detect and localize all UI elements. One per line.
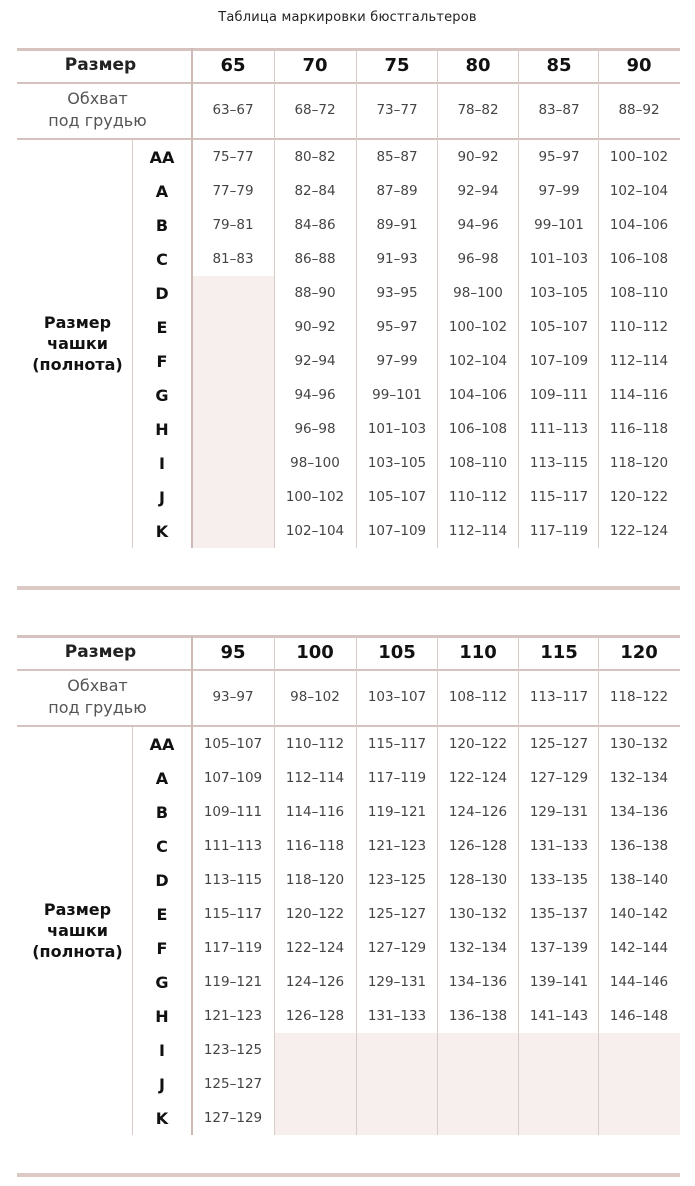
cup-letter: H bbox=[155, 420, 169, 439]
table-cell: 138–140 bbox=[609, 872, 669, 888]
underbust-label bbox=[17, 675, 178, 719]
table-cell: 99–101 bbox=[534, 217, 584, 233]
table-cell: 120–122 bbox=[285, 906, 345, 922]
size-header-label: Размер bbox=[64, 642, 137, 662]
cup-letter: AA bbox=[149, 148, 175, 167]
table-cell: 94–96 bbox=[294, 387, 336, 403]
table-cell: 90–92 bbox=[457, 149, 499, 165]
table-cell: 94–96 bbox=[457, 217, 499, 233]
table-cell: 111–113 bbox=[203, 838, 263, 854]
band-size: 65 bbox=[220, 55, 246, 76]
table-cell: 106–108 bbox=[448, 421, 508, 437]
empty-cell bbox=[192, 412, 274, 446]
empty-cell bbox=[437, 1033, 519, 1067]
band-size: 90 bbox=[626, 55, 652, 76]
underbust-range: 113–117 bbox=[529, 689, 589, 705]
table-cell: 120–122 bbox=[448, 736, 508, 752]
table-cell: 139–141 bbox=[529, 974, 589, 990]
table-divider bbox=[17, 1173, 680, 1177]
cup-letter: I bbox=[159, 454, 165, 473]
cup-letter: F bbox=[156, 939, 168, 958]
table-cell: 103–105 bbox=[367, 455, 427, 471]
table-cell: 136–138 bbox=[448, 1008, 508, 1024]
table-cell: 114–116 bbox=[609, 387, 669, 403]
table-cell: 90–92 bbox=[294, 319, 336, 335]
underbust-range: 103–107 bbox=[367, 689, 427, 705]
girth-bottom-rule bbox=[17, 138, 680, 140]
cup-size-label-line: Размер bbox=[43, 313, 112, 332]
table-cell: 127–129 bbox=[367, 940, 427, 956]
table-cell: 93–95 bbox=[376, 285, 418, 301]
table-cell: 80–82 bbox=[294, 149, 336, 165]
underbust-range: 93–97 bbox=[212, 689, 254, 705]
table-cell: 141–143 bbox=[529, 1008, 589, 1024]
cup-size-label bbox=[17, 312, 138, 375]
cup-letter: AA bbox=[149, 735, 175, 754]
table-cell: 112–114 bbox=[448, 523, 508, 539]
empty-cell bbox=[356, 1033, 438, 1067]
table-cell: 137–139 bbox=[529, 940, 589, 956]
cup-letter: B bbox=[155, 216, 169, 235]
underbust-label-line: под грудью bbox=[48, 698, 147, 717]
table-cell: 117–119 bbox=[529, 523, 589, 539]
empty-cell bbox=[192, 480, 274, 514]
table-cell: 127–129 bbox=[529, 770, 589, 786]
table-cell: 115–117 bbox=[367, 736, 427, 752]
table-cell: 134–136 bbox=[609, 804, 669, 820]
table-cell: 89–91 bbox=[376, 217, 418, 233]
table-cell: 146–148 bbox=[609, 1008, 669, 1024]
table-cell: 106–108 bbox=[609, 251, 669, 267]
size-table-2 bbox=[17, 635, 680, 1135]
underbust-range: 63–67 bbox=[212, 102, 254, 118]
cup-letter: J bbox=[159, 1075, 165, 1094]
table-cell: 111–113 bbox=[529, 421, 589, 437]
table-cell: 118–120 bbox=[285, 872, 345, 888]
empty-cell bbox=[192, 378, 274, 412]
empty-cell bbox=[192, 344, 274, 378]
table-cell: 122–124 bbox=[285, 940, 345, 956]
table-cell: 108–110 bbox=[609, 285, 669, 301]
table-cell: 102–104 bbox=[285, 523, 345, 539]
cup-letter: A bbox=[155, 769, 169, 788]
empty-cell bbox=[192, 276, 274, 310]
table-cell: 117–119 bbox=[367, 770, 427, 786]
cup-size-label-line: чашки bbox=[47, 921, 108, 940]
table-cell: 131–133 bbox=[529, 838, 589, 854]
table-cell: 103–105 bbox=[529, 285, 589, 301]
table-cell: 102–104 bbox=[609, 183, 669, 199]
table-cell: 142–144 bbox=[609, 940, 669, 956]
size-table-1 bbox=[17, 48, 680, 548]
underbust-range: 108–112 bbox=[448, 689, 508, 705]
table-cell: 101–103 bbox=[529, 251, 589, 267]
cup-letter: D bbox=[155, 284, 169, 303]
table-cell: 110–112 bbox=[609, 319, 669, 335]
table-cell: 100–102 bbox=[448, 319, 508, 335]
table-cell: 129–131 bbox=[529, 804, 589, 820]
empty-cell bbox=[192, 514, 274, 548]
band-size: 75 bbox=[384, 55, 410, 76]
table-cell: 81–83 bbox=[212, 251, 254, 267]
table-cell: 96–98 bbox=[457, 251, 499, 267]
table-cell: 95–97 bbox=[538, 149, 580, 165]
table-cell: 107–109 bbox=[203, 770, 263, 786]
table-cell: 86–88 bbox=[294, 251, 336, 267]
table-cell: 115–117 bbox=[529, 489, 589, 505]
table-cell: 113–115 bbox=[203, 872, 263, 888]
table-cell: 105–107 bbox=[203, 736, 263, 752]
table-cell: 100–102 bbox=[609, 149, 669, 165]
header-bottom-rule bbox=[17, 82, 680, 84]
underbust-label-line: Обхват bbox=[67, 676, 128, 695]
table-cell: 101–103 bbox=[367, 421, 427, 437]
underbust-range: 88–92 bbox=[618, 102, 660, 118]
table-cell: 77–79 bbox=[212, 183, 254, 199]
table-cell: 124–126 bbox=[285, 974, 345, 990]
table-cell: 124–126 bbox=[448, 804, 508, 820]
cup-letter: J bbox=[159, 488, 165, 507]
band-size: 80 bbox=[465, 55, 491, 76]
underbust-label-line: Обхват bbox=[67, 89, 128, 108]
cup-size-label-line: Размер bbox=[43, 900, 112, 919]
table-cell: 100–102 bbox=[285, 489, 345, 505]
underbust-range: 98–102 bbox=[290, 689, 340, 705]
cup-letter: G bbox=[155, 973, 169, 992]
band-size: 115 bbox=[540, 642, 578, 663]
underbust-label bbox=[17, 88, 178, 132]
cup-letter: D bbox=[155, 871, 169, 890]
empty-cell bbox=[356, 1101, 438, 1135]
empty-cell bbox=[274, 1033, 356, 1067]
table-cell: 114–116 bbox=[285, 804, 345, 820]
table-cell: 121–123 bbox=[367, 838, 427, 854]
empty-cell bbox=[518, 1033, 600, 1067]
table-cell: 116–118 bbox=[285, 838, 345, 854]
table-cell: 119–121 bbox=[203, 974, 263, 990]
table-cell: 117–119 bbox=[203, 940, 263, 956]
empty-cell bbox=[274, 1101, 356, 1135]
empty-cell bbox=[598, 1101, 680, 1135]
band-size: 70 bbox=[302, 55, 328, 76]
table-divider bbox=[17, 586, 680, 590]
cup-letter: K bbox=[155, 522, 169, 541]
table-cell: 97–99 bbox=[376, 353, 418, 369]
table-cell: 84–86 bbox=[294, 217, 336, 233]
cup-size-label bbox=[17, 899, 138, 962]
table-cell: 134–136 bbox=[448, 974, 508, 990]
table-cell: 109–111 bbox=[203, 804, 263, 820]
table-cell: 121–123 bbox=[203, 1008, 263, 1024]
table-cell: 85–87 bbox=[376, 149, 418, 165]
empty-cell bbox=[518, 1067, 600, 1101]
table-cell: 130–132 bbox=[609, 736, 669, 752]
table-cell: 105–107 bbox=[529, 319, 589, 335]
table-cell: 116–118 bbox=[609, 421, 669, 437]
table-cell: 129–131 bbox=[367, 974, 427, 990]
table-cell: 112–114 bbox=[609, 353, 669, 369]
table-cell: 104–106 bbox=[448, 387, 508, 403]
table-cell: 135–137 bbox=[529, 906, 589, 922]
empty-cell bbox=[192, 310, 274, 344]
header-bottom-rule bbox=[17, 669, 680, 671]
underbust-range: 118–122 bbox=[609, 689, 669, 705]
table-cell: 127–129 bbox=[203, 1110, 263, 1126]
table-cell: 92–94 bbox=[294, 353, 336, 369]
table-cell: 79–81 bbox=[212, 217, 254, 233]
table-cell: 113–115 bbox=[529, 455, 589, 471]
cup-letter: C bbox=[156, 250, 168, 269]
table-cell: 102–104 bbox=[448, 353, 508, 369]
cup-letter: A bbox=[155, 182, 169, 201]
table-cell: 140–142 bbox=[609, 906, 669, 922]
table-cell: 104–106 bbox=[609, 217, 669, 233]
cup-letter: F bbox=[156, 352, 168, 371]
underbust-range: 73–77 bbox=[376, 102, 418, 118]
table-cell: 92–94 bbox=[457, 183, 499, 199]
table-cell: 108–110 bbox=[448, 455, 508, 471]
table-cell: 125–127 bbox=[529, 736, 589, 752]
table-cell: 132–134 bbox=[609, 770, 669, 786]
cup-letter: E bbox=[156, 318, 168, 337]
table-cell: 98–100 bbox=[453, 285, 503, 301]
table-cell: 105–107 bbox=[367, 489, 427, 505]
band-size: 110 bbox=[459, 642, 497, 663]
empty-cell bbox=[518, 1101, 600, 1135]
cup-size-label-line: чашки bbox=[47, 334, 108, 353]
table-cell: 107–109 bbox=[367, 523, 427, 539]
empty-cell bbox=[356, 1067, 438, 1101]
underbust-range: 83–87 bbox=[538, 102, 580, 118]
cup-letter: E bbox=[156, 905, 168, 924]
underbust-range: 78–82 bbox=[457, 102, 499, 118]
empty-cell bbox=[598, 1067, 680, 1101]
table-cell: 99–101 bbox=[372, 387, 422, 403]
table-cell: 136–138 bbox=[609, 838, 669, 854]
table-cell: 144–146 bbox=[609, 974, 669, 990]
cup-size-label-line: (полнота) bbox=[32, 942, 123, 961]
table-cell: 123–125 bbox=[203, 1042, 263, 1058]
table-cell: 126–128 bbox=[285, 1008, 345, 1024]
underbust-label-line: под грудью bbox=[48, 111, 147, 130]
page-title: Таблица маркировки бюстгальтеров bbox=[218, 10, 477, 25]
band-size: 120 bbox=[620, 642, 658, 663]
empty-cell bbox=[274, 1067, 356, 1101]
table-cell: 120–122 bbox=[609, 489, 669, 505]
cup-size-label-line: (полнота) bbox=[32, 355, 123, 374]
table-cell: 96–98 bbox=[294, 421, 336, 437]
band-size: 100 bbox=[296, 642, 334, 663]
band-size: 95 bbox=[220, 642, 246, 663]
cup-letter: K bbox=[155, 1109, 169, 1128]
cup-letter: C bbox=[156, 837, 168, 856]
table-cell: 98–100 bbox=[290, 455, 340, 471]
underbust-range: 68–72 bbox=[294, 102, 336, 118]
table-cell: 75–77 bbox=[212, 149, 254, 165]
table-cell: 95–97 bbox=[376, 319, 418, 335]
table-cell: 125–127 bbox=[367, 906, 427, 922]
header-top-rule bbox=[17, 48, 680, 51]
cup-letter: H bbox=[155, 1007, 169, 1026]
cup-letter: G bbox=[155, 386, 169, 405]
header-top-rule bbox=[17, 635, 680, 638]
empty-cell bbox=[598, 1033, 680, 1067]
girth-bottom-rule bbox=[17, 725, 680, 727]
table-cell: 133–135 bbox=[529, 872, 589, 888]
size-header-label: Размер bbox=[64, 55, 137, 75]
cup-letter: B bbox=[155, 803, 169, 822]
table-cell: 91–93 bbox=[376, 251, 418, 267]
table-cell: 112–114 bbox=[285, 770, 345, 786]
table-cell: 119–121 bbox=[367, 804, 427, 820]
table-cell: 107–109 bbox=[529, 353, 589, 369]
empty-cell bbox=[437, 1067, 519, 1101]
table-cell: 125–127 bbox=[203, 1076, 263, 1092]
table-cell: 122–124 bbox=[609, 523, 669, 539]
table-cell: 128–130 bbox=[448, 872, 508, 888]
band-size: 105 bbox=[378, 642, 416, 663]
table-cell: 132–134 bbox=[448, 940, 508, 956]
table-cell: 122–124 bbox=[448, 770, 508, 786]
table-cell: 130–132 bbox=[448, 906, 508, 922]
band-size: 85 bbox=[546, 55, 572, 76]
table-cell: 87–89 bbox=[376, 183, 418, 199]
table-cell: 126–128 bbox=[448, 838, 508, 854]
table-cell: 109–111 bbox=[529, 387, 589, 403]
table-cell: 115–117 bbox=[203, 906, 263, 922]
empty-cell bbox=[192, 446, 274, 480]
empty-cell bbox=[437, 1101, 519, 1135]
table-cell: 118–120 bbox=[609, 455, 669, 471]
cup-letter: I bbox=[159, 1041, 165, 1060]
table-cell: 110–112 bbox=[285, 736, 345, 752]
table-cell: 123–125 bbox=[367, 872, 427, 888]
table-cell: 88–90 bbox=[294, 285, 336, 301]
table-cell: 97–99 bbox=[538, 183, 580, 199]
table-cell: 82–84 bbox=[294, 183, 336, 199]
table-cell: 110–112 bbox=[448, 489, 508, 505]
table-cell: 131–133 bbox=[367, 1008, 427, 1024]
